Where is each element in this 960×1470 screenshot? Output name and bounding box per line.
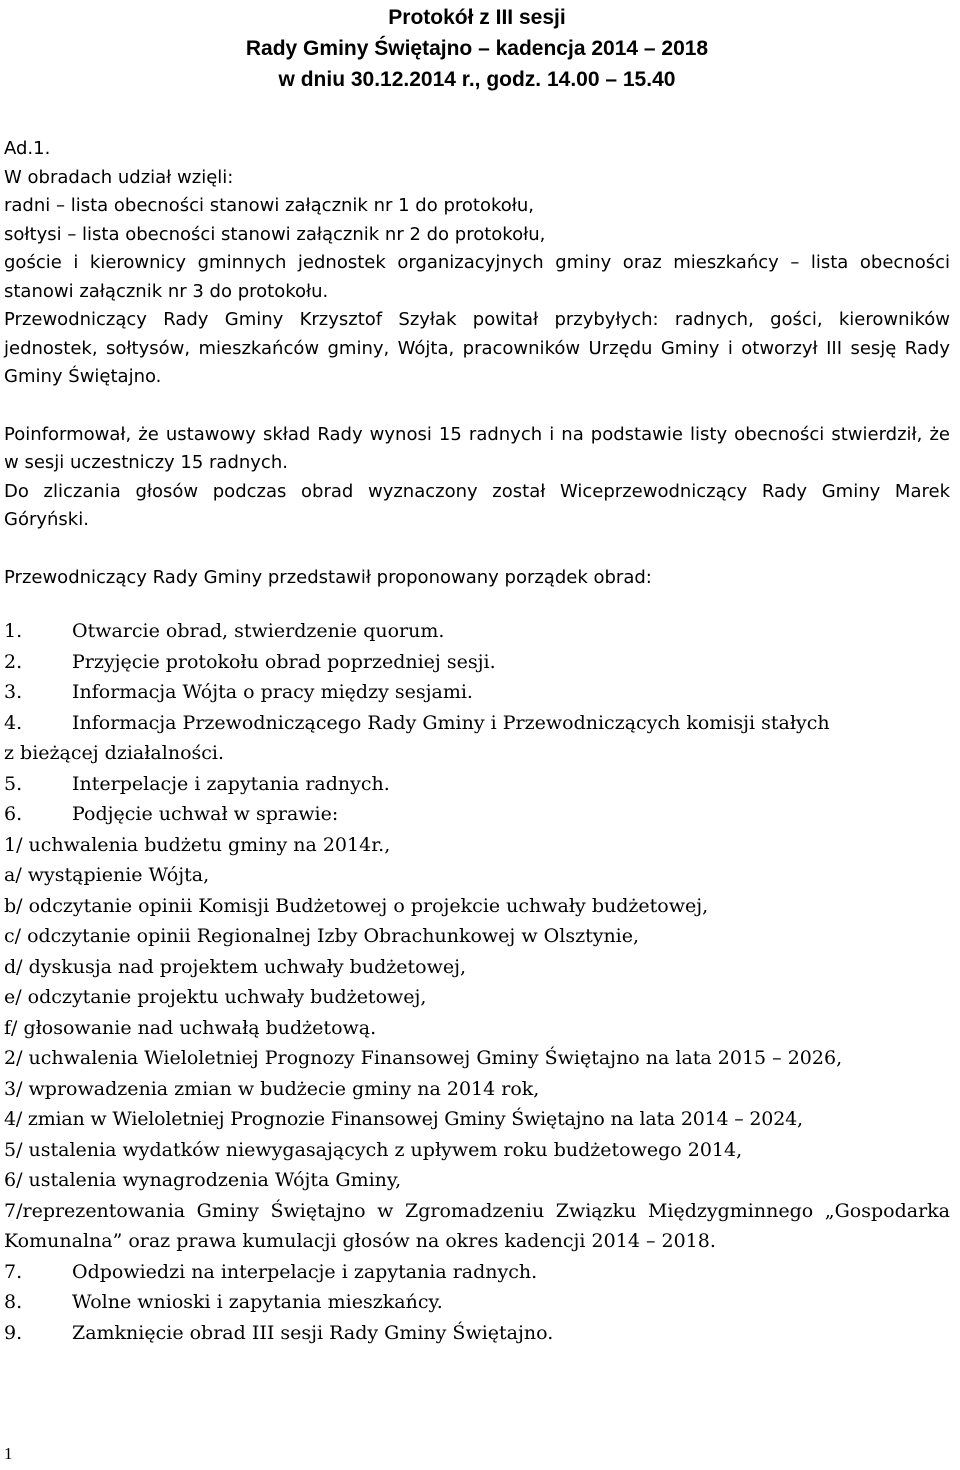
paragraph-vote-counter: Do zliczania głosów podczas obrad wyznaczony został Wiceprzewodniczący Rady Gminy Marek Góryński. xyxy=(4,480,950,530)
agenda-item: 6. Podjęcie uchwał w sprawie: xyxy=(4,803,339,825)
paragraph-agenda-intro: Przewodniczący Rady Gminy przedstawił proponowany porządek obrad: xyxy=(4,566,652,588)
document-title xyxy=(4,0,950,95)
page-number: 1 xyxy=(4,1444,13,1463)
paragraph-councillors: radni – lista obecności stanowi załącznik nr 1 do protokołu, xyxy=(4,195,534,216)
resolution-subitem: e/ odczytanie projektu uchwały budżetowej, xyxy=(4,986,427,1008)
resolution-item: 7/reprezentowania Gminy Świętajno w Zgromadzeniu Związku Międzygminnego „Gospodarka Komunalna” oraz prawa kumulacji głosów na okres kadencji 2014 – 2018. xyxy=(4,1199,950,1252)
agenda-item: 4. Informacja Przewodniczącego Rady Gminy i Przewodniczących komisji stałych xyxy=(4,711,830,734)
paragraph-quorum: Poinformował, że ustawowy skład Rady wynosi 15 radnych i na podstawie listy obecności stwierdził, że w sesji uczestniczy 15 radnych. xyxy=(4,423,950,473)
resolution-item: 5/ ustalenia wydatków niewygasających z upływem roku budżetowego 2014, xyxy=(4,1138,743,1161)
resolution-subitem: f/ głosowanie nad uchwałą budżetową. xyxy=(4,1016,377,1039)
resolution-item: 4/ zmian w Wieloletniej Prognozie Finansowej Gminy Świętajno na lata 2014 – 2024, xyxy=(4,1108,803,1130)
resolution-subitem: c/ odczytanie opinii Regionalnej Izby Obrachunkowej w Olsztynie, xyxy=(4,925,640,947)
agenda-list xyxy=(4,616,950,1348)
agenda-item: 9. Zamknięcie obrad III sesji Rady Gminy Świętajno. xyxy=(4,1321,554,1344)
agenda-item: 2. Przyjęcie protokołu obrad poprzedniej sesji. xyxy=(4,650,496,673)
resolution-item: 6/ ustalenia wynagrodzenia Wójta Gminy, xyxy=(4,1169,402,1191)
resolution-subitem: d/ dyskusja nad projektem uchwały budżetowej, xyxy=(4,955,467,978)
agenda-item: 3. Informacja Wójta o pracy między sesjami. xyxy=(4,681,473,703)
section-heading: Ad.1. xyxy=(4,138,51,159)
document-page xyxy=(4,0,950,1348)
agenda-item: 5. Interpelacje i zapytania radnych. xyxy=(4,772,390,795)
paragraph-village-heads: sołtysi – lista obecności stanowi załącznik nr 2 do protokołu, xyxy=(4,223,546,245)
agenda-item: 7. Odpowiedzi na interpelacje i zapytania radnych. xyxy=(4,1260,538,1283)
resolution-item: 1/ uchwalenia budżetu gminy na 2014r., xyxy=(4,833,391,856)
resolution-subitem: a/ wystąpienie Wójta, xyxy=(4,864,210,886)
section-ad1 xyxy=(4,135,950,616)
paragraph-opening: Przewodniczący Rady Gminy Krzysztof Szyłak powitał przybyłych: radnych, gości, kierowników jednostek, sołtysów, mieszkańców gminy, Wójta, pracowników Urzędu Gminy i otworzył III sesję Rady Gminy Świętajno. xyxy=(4,309,950,387)
agenda-item-continuation: z bieżącej działalności. xyxy=(4,742,225,764)
agenda-item: 8. Wolne wnioski i zapytania mieszkańcy. xyxy=(4,1291,443,1313)
title-line-2: Rady Gminy Świętajno – kadencja 2014 – 2018 xyxy=(245,37,709,60)
resolution-item: 2/ uchwalenia Wieloletniej Prognozy Finansowej Gminy Świętajno na lata 2015 – 2026, xyxy=(4,1047,843,1069)
title-line-3: w dniu 30.12.2014 r., godz. 14.00 – 15.40 xyxy=(278,68,676,91)
title-line-1: Protokół z III sesji xyxy=(388,6,566,29)
resolution-subitem: b/ odczytanie opinii Komisji Budżetowej o projekcie uchwały budżetowej, xyxy=(4,894,709,917)
paragraph-guests: goście i kierownicy gminnych jednostek organizacyjnych gminy oraz mieszkańcy – lista obecności stanowi załącznik nr 3 do protokołu. xyxy=(4,252,950,302)
paragraph-attendance-intro: W obradach udział wzięli: xyxy=(4,166,234,188)
agenda-item: 1. Otwarcie obrad, stwierdzenie quorum. xyxy=(4,620,445,642)
resolution-item: 3/ wprowadzenia zmian w budżecie gminy na 2014 rok, xyxy=(4,1077,540,1100)
